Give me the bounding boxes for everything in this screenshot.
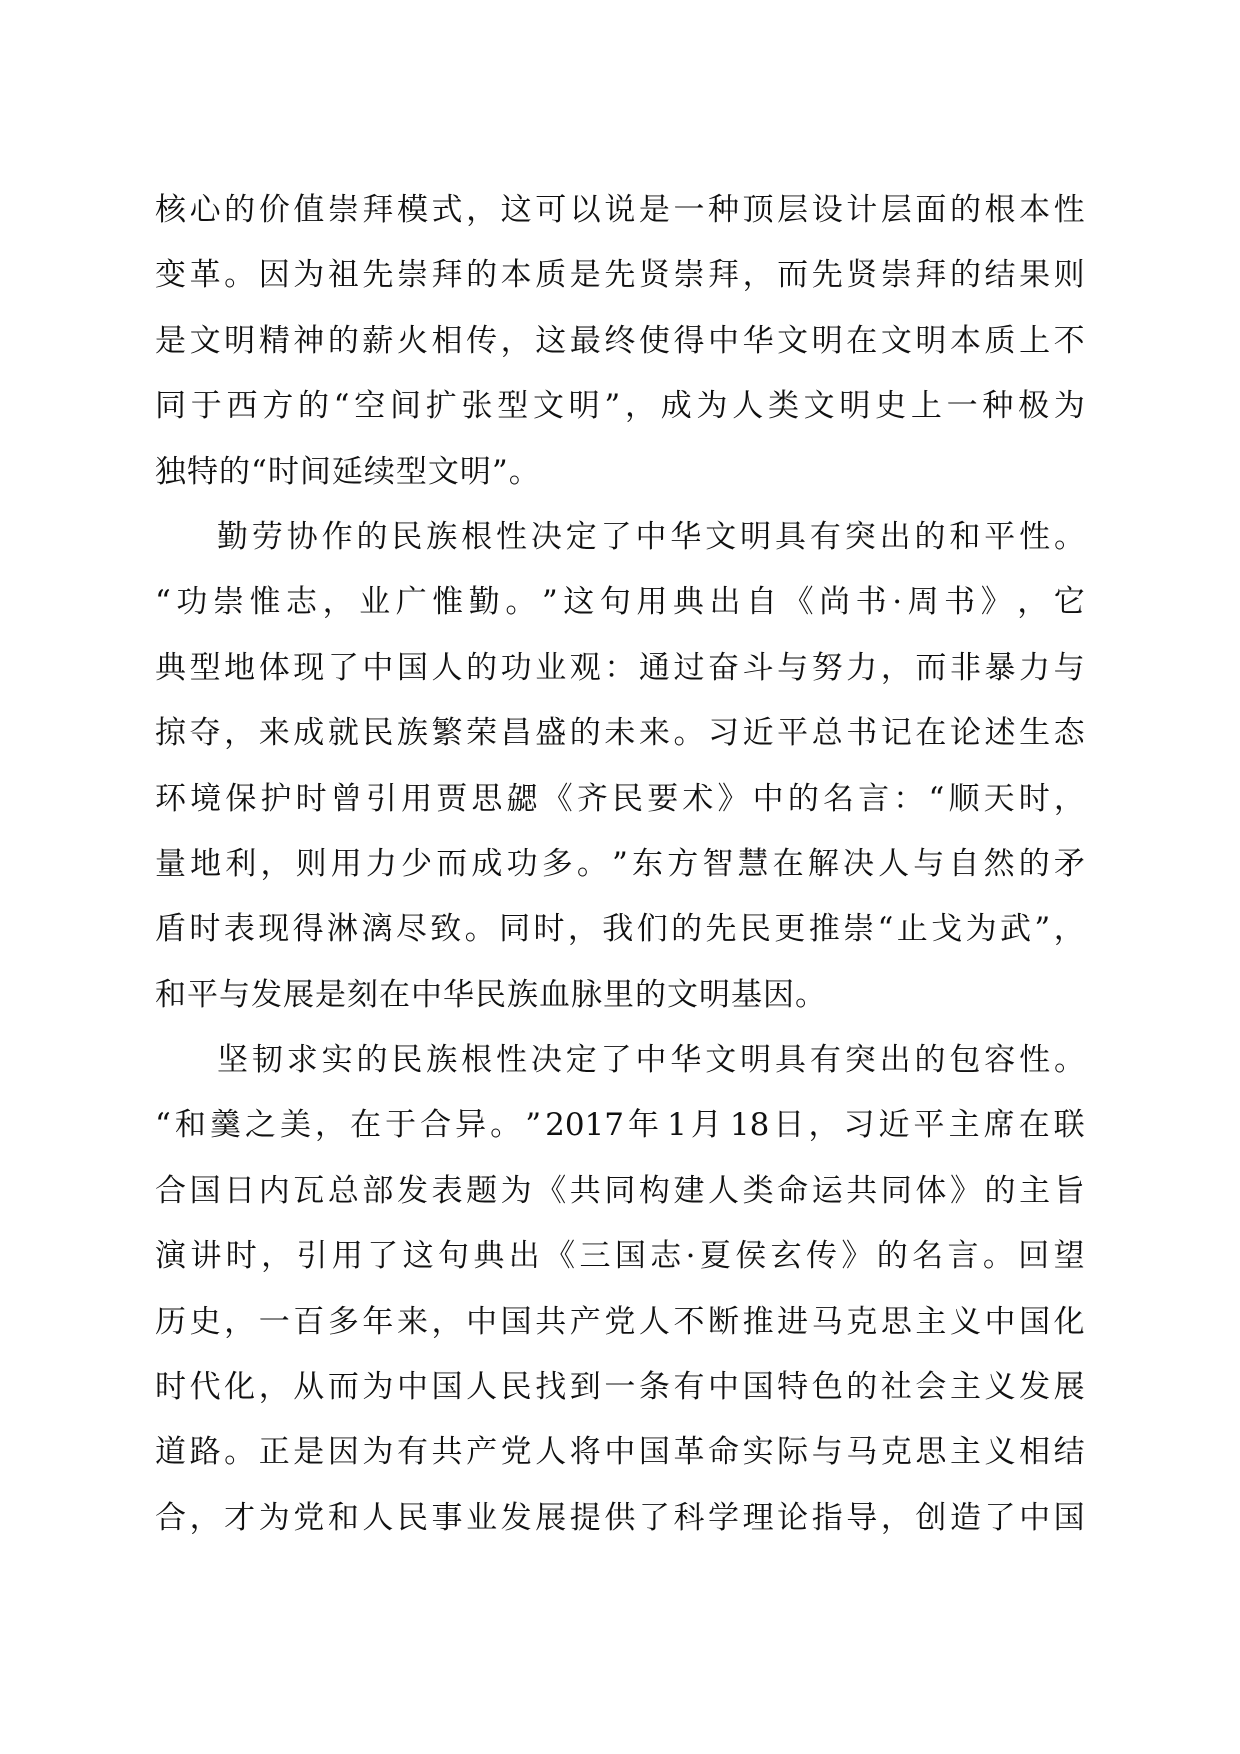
text-line: 是 文 明 精 神 的 薪 火 相 传 ， 这 最 终 使 得 中 华 文 明 在 文 明 本 质 上 不 xyxy=(155,322,1085,359)
paragraph-first-line: 勤 劳 协 作 的 民 族 根 性 决 定 了 中 华 文 明 具 有 突 出 的 和 平 性 。 xyxy=(217,518,1085,555)
text-line: 和平与发展是刻在中华民族血脉里的文明基因。 xyxy=(155,976,827,1013)
text-line: 同 于 西 方 的 “ 空 间 扩 张 型 文 明 ” ， 成 为 人 类 文 明 史 上 一 种 极 为 xyxy=(155,388,1085,425)
text-line: “ 功 崇 惟 志 ， 业 广 惟 勤 。 ” 这 句 用 典 出 自 《 尚 书 · 周 书 》 ， 它 xyxy=(155,584,1085,621)
text-line: 演 讲 时 ， 引 用 了 这 句 典 出 《 三 国 志 · 夏 侯 玄 传 》 的 名 言 。 回 望 xyxy=(155,1238,1085,1275)
text-line: 变 革 。 因 为 祖 先 崇 拜 的 本 质 是 先 贤 崇 拜 ， 而 先 贤 崇 拜 的 结 果 则 xyxy=(155,257,1085,294)
text-line: 典 型 地 体 现 了 中 国 人 的 功 业 观 ： 通 过 奋 斗 与 努 力 ， 而 非 暴 力 与 xyxy=(155,649,1085,686)
text-line: 历 史 ， 一 百 多 年 来 ， 中 国 共 产 党 人 不 断 推 进 马 克 思 主 义 中 国 化 xyxy=(155,1303,1085,1340)
text-line: 掠 夺 ， 来 成 就 民 族 繁 荣 昌 盛 的 未 来 。 习 近 平 总 书 记 在 论 述 生 态 xyxy=(155,715,1085,752)
text-line: 盾 时 表 现 得 淋 漓 尽 致 。 同 时 ， 我 们 的 先 民 更 推 崇 “ 止 戈 为 武 ” ， xyxy=(155,911,1085,948)
text-line: 量 地 利 ， 则 用 力 少 而 成 功 多 。 ” 东 方 智 慧 在 解 决 人 与 自 然 的 矛 xyxy=(155,845,1085,882)
text-line: “ 和 羹 之 美 ， 在 于 合 异 。 ” 2017 年 1 月 18 日 ， 习 近 平 主 席 在 联 xyxy=(155,1107,1085,1144)
text-line: 核 心 的 价 值 崇 拜 模 式 ， 这 可 以 说 是 一 种 顶 层 设 计 层 面 的 根 本 性 xyxy=(155,192,1085,228)
text-line: 独特的“时间延续型文明”。 xyxy=(155,453,541,490)
text-line: 环 境 保 护 时 曾 引 用 贾 思 勰 《 齐 民 要 术 》 中 的 名 言 ： “ 顺 天 时 ， xyxy=(155,780,1085,817)
text-line: 道 路 。 正 是 因 为 有 共 产 党 人 将 中 国 革 命 实 际 与 马 克 思 主 义 相 结 xyxy=(155,1434,1085,1471)
body-text xyxy=(155,188,1085,1561)
text-line: 时 代 化 ， 从 而 为 中 国 人 民 找 到 一 条 有 中 国 特 色 的 社 会 主 义 发 展 xyxy=(155,1369,1085,1406)
paragraph-first-line: 坚 韧 求 实 的 民 族 根 性 决 定 了 中 华 文 明 具 有 突 出 的 包 容 性 。 xyxy=(217,1042,1085,1079)
text-line: 合 ， 才 为 党 和 人 民 事 业 发 展 提 供 了 科 学 理 论 指 导 ， 创 造 了 中 国 xyxy=(155,1499,1085,1536)
text-line: 合 国 日 内 瓦 总 部 发 表 题 为 《 共 同 构 建 人 类 命 运 共 同 体 》 的 主 旨 xyxy=(155,1172,1085,1209)
